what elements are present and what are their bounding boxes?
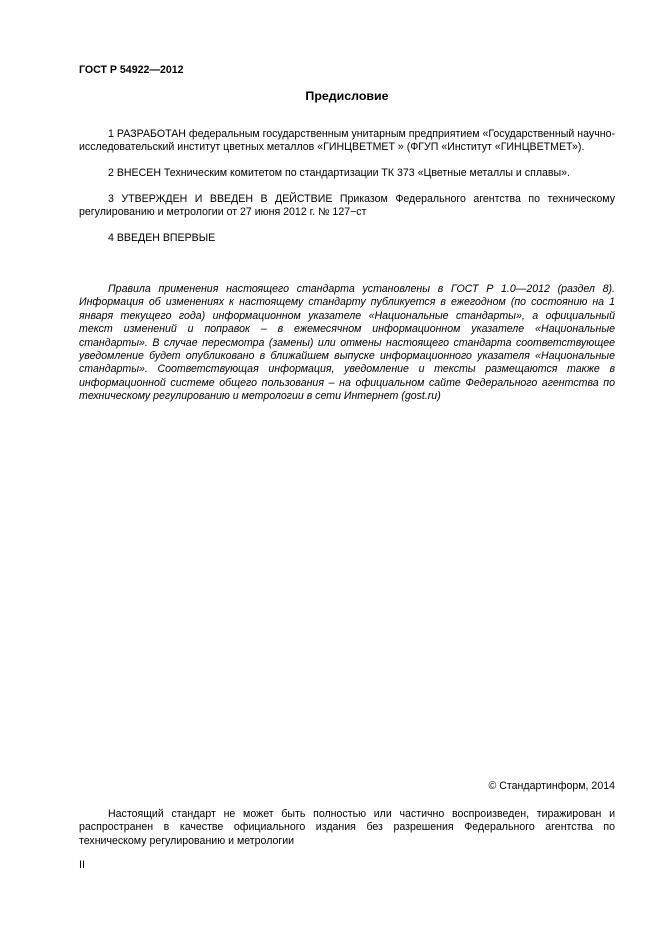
foreword-item-introduced: 4 ВВЕДЕН ВПЕРВЫЕ (108, 232, 216, 244)
foreword-item-submitted: 2 ВНЕСЕН Техническим комитетом по стандартизации ТК 373 «Цветные металлы и сплавы». (108, 167, 570, 179)
copyright-line: © Стандартинформ, 2014 (488, 780, 615, 792)
application-rules-notice: Правила применения настоящего стандарта установлены в ГОСТ Р 1.0—2012 (раздел 8). Информация об изменениях к настоящему стандарту публикуется в ежегодном (по состоянию на 1 января текущего года) информационном указателе «Национальные стандарты», а официальный текст изменений и поправок – в ежемесячном информационном указателе «Национальные стандарты». В случае пересмотра (замены) или отмены настоящего стандарта соответствующее уведомление будет опубликовано в ближайшем выпуске информационного указателя «Национальные стандарты». Соответствующая информация, уведомление и тексты размещаются также в информационной системе общего пользования – на официальном сайте Федерального агентства по техническому регулированию и метрологии в сети Интернет (gost.ru) (79, 283, 615, 403)
foreword-title: Предисловие (305, 89, 389, 103)
foreword-item-approved: 3 УТВЕРЖДЕН И ВВЕДЕН В ДЕЙСТВИЕ Приказом Федерального агентства по техническому регулированию и метрологии от 27 июня 2012 г. № 127−ст (79, 193, 615, 219)
page-number: II (79, 859, 85, 871)
foreword-item-developed: 1 РАЗРАБОТАН федеральным государственным унитарным предприятием «Государственный научно-исследовательский институт цветных металлов «ГИНЦВЕТМЕТ » (ФГУП «Институт «ГИНЦВЕТМЕТ»). (79, 128, 615, 154)
reproduction-notice: Настоящий стандарт не может быть полностью или частично воспроизведен, тиражирован и распространен в качестве официального издания без разрешения Федерального агентства по техническому регулированию и метрологии (79, 808, 615, 847)
document-code: ГОСТ Р 54922—2012 (79, 64, 184, 76)
